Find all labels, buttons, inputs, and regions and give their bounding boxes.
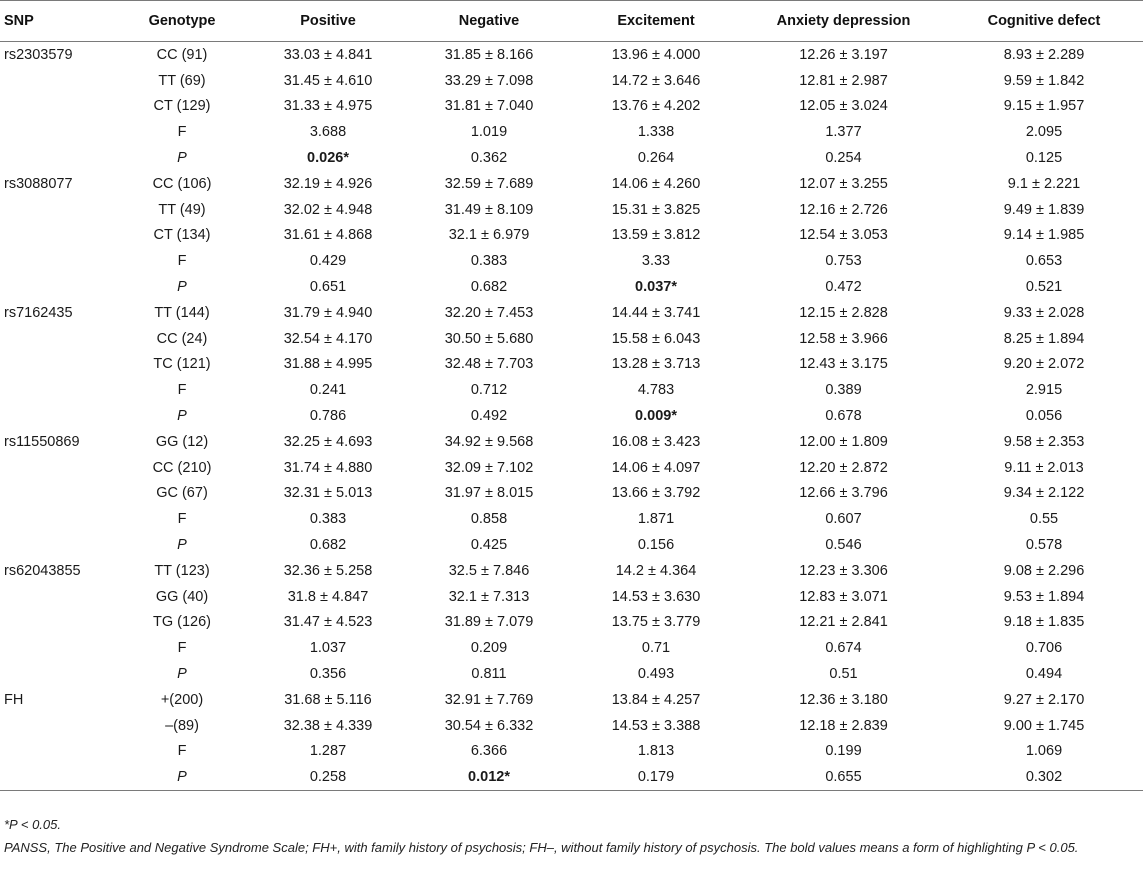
value-cell: 0.026* <box>307 150 349 167</box>
significance-note: *P < 0.05. <box>4 817 61 832</box>
value-cell: 0.241 <box>309 382 347 399</box>
table-row <box>0 429 1143 455</box>
table-row <box>0 42 1143 68</box>
value-cell: 13.59 ± 3.812 <box>611 227 701 244</box>
snp-cell <box>0 532 116 558</box>
genotype-cell: TT (69) <box>158 72 206 89</box>
value-cell: 32.25 ± 4.693 <box>283 433 373 450</box>
value-cell: 0.425 <box>470 537 508 554</box>
value-cell: 15.31 ± 3.825 <box>611 201 701 218</box>
value-cell: 13.96 ± 4.000 <box>611 46 701 63</box>
snp-cell <box>0 506 116 532</box>
value-cell: 32.31 ± 5.013 <box>283 485 373 502</box>
value-cell: 32.91 ± 7.769 <box>444 691 534 708</box>
genotype-cell: TG (126) <box>152 614 211 631</box>
value-cell: 0.521 <box>1025 279 1063 296</box>
value-cell: 8.25 ± 1.894 <box>1003 330 1085 347</box>
value-cell: 32.02 ± 4.948 <box>283 201 373 218</box>
value-cell: 1.377 <box>825 124 862 141</box>
value-cell: 0.71 <box>641 640 671 657</box>
value-cell: 0.254 <box>825 150 862 167</box>
value-cell: 12.26 ± 3.197 <box>799 46 888 63</box>
value-cell: 32.48 ± 7.703 <box>444 356 534 373</box>
snp-cell <box>0 94 116 120</box>
value-cell: 31.85 ± 8.166 <box>444 46 534 63</box>
table-row <box>0 764 1143 790</box>
table-row <box>0 713 1143 739</box>
value-cell: 31.8 ± 4.847 <box>287 588 369 605</box>
value-cell: 0.607 <box>825 511 862 528</box>
value-cell: 32.5 ± 7.846 <box>448 562 530 579</box>
value-cell: 16.08 ± 3.423 <box>611 433 701 450</box>
table-row <box>0 300 1143 326</box>
genotype-cell: F <box>177 511 187 528</box>
value-cell: 14.2 ± 4.364 <box>615 562 697 579</box>
snp-cell <box>0 68 116 94</box>
value-cell: 12.36 ± 3.180 <box>799 691 888 708</box>
value-cell: 31.33 ± 4.975 <box>283 98 373 115</box>
value-cell: 12.20 ± 2.872 <box>799 459 888 476</box>
value-cell: 0.009* <box>635 408 677 425</box>
header-row <box>0 1 1143 42</box>
value-cell: 0.472 <box>825 279 862 296</box>
genotype-cell: TT (49) <box>158 201 206 218</box>
table-row <box>0 481 1143 507</box>
header-cell: Cognitive defect <box>945 1 1143 42</box>
genotype-cell: GG (40) <box>155 588 209 605</box>
value-cell: 9.15 ± 1.957 <box>1003 98 1085 115</box>
value-cell: 0.712 <box>470 382 508 399</box>
value-cell: 0.55 <box>1029 511 1059 528</box>
value-cell: 0.51 <box>829 666 858 683</box>
value-cell: 9.49 ± 1.839 <box>1003 201 1085 218</box>
snp-cell: rs7162435 <box>4 304 73 321</box>
genotype-cell: F <box>177 253 187 270</box>
value-cell: 0.179 <box>570 764 742 790</box>
value-cell: 33.03 ± 4.841 <box>283 46 373 63</box>
value-cell: 0.156 <box>637 537 675 554</box>
snp-cell <box>0 119 116 145</box>
value-cell: 12.07 ± 3.255 <box>799 175 888 192</box>
table-row <box>0 145 1143 171</box>
snp-cell <box>0 455 116 481</box>
value-cell: 14.53 ± 3.388 <box>611 717 701 734</box>
value-cell: 0.753 <box>825 253 862 270</box>
genotype-cell: F <box>177 743 187 760</box>
value-cell: 0.682 <box>470 279 508 296</box>
value-cell: 9.53 ± 1.894 <box>1003 588 1085 605</box>
table-row <box>0 661 1143 687</box>
value-cell: 1.871 <box>637 511 675 528</box>
genotype-cell: F <box>177 124 187 141</box>
value-cell: 12.81 ± 2.987 <box>799 72 888 89</box>
value-cell: 13.28 ± 3.713 <box>611 356 701 373</box>
snp-cell <box>0 274 116 300</box>
table-row <box>0 532 1143 558</box>
value-cell: 9.08 ± 2.296 <box>1003 562 1085 579</box>
genotype-cell: TT (144) <box>154 304 210 321</box>
value-cell: 0.546 <box>825 537 862 554</box>
value-cell: 0.125 <box>1025 150 1063 167</box>
header-cell: Positive <box>248 1 408 42</box>
genotype-cell: +(200) <box>160 691 204 708</box>
value-cell: 0.655 <box>742 764 945 790</box>
abbreviation-note: PANSS, The Positive and Negative Syndrome Scale; FH+, with family history of psychosis; FH–, without family history of psychosis. The bold values means a form of highlighting P < 0.05. <box>4 840 1079 855</box>
value-cell: 12.15 ± 2.828 <box>799 304 888 321</box>
value-cell: 32.54 ± 4.170 <box>283 330 373 347</box>
value-cell: 1.813 <box>637 743 675 760</box>
value-cell: 0.383 <box>470 253 508 270</box>
value-cell: 31.68 ± 5.116 <box>284 691 372 708</box>
value-cell: 3.33 <box>641 253 671 270</box>
snp-cell <box>0 713 116 739</box>
table-row <box>0 558 1143 584</box>
value-cell: 14.44 ± 3.741 <box>611 304 701 321</box>
value-cell: 0.258 <box>248 764 408 790</box>
value-cell: 30.50 ± 5.680 <box>444 330 534 347</box>
value-cell: 14.06 ± 4.260 <box>611 175 701 192</box>
value-cell: 13.76 ± 4.202 <box>611 98 701 115</box>
value-cell: 32.20 ± 7.453 <box>444 304 534 321</box>
snp-cell <box>0 739 116 765</box>
value-cell: 14.53 ± 3.630 <box>611 588 701 605</box>
value-cell: 12.00 ± 1.809 <box>799 433 888 450</box>
value-cell: 12.54 ± 3.053 <box>799 227 888 244</box>
genotype-cell: TC (121) <box>153 356 211 373</box>
value-cell: 34.92 ± 9.568 <box>444 433 534 450</box>
genotype-cell: CT (134) <box>153 227 211 244</box>
genotype-cell: F <box>177 640 187 657</box>
genotype-cell: TT (123) <box>154 562 210 579</box>
snp-cell: FH <box>4 691 24 708</box>
value-cell: 1.069 <box>1025 743 1063 760</box>
value-cell: 31.74 ± 4.880 <box>283 459 373 476</box>
table-row <box>0 197 1143 223</box>
value-cell: 1.287 <box>309 743 347 760</box>
value-cell: 4.783 <box>637 382 675 399</box>
table-row <box>0 403 1143 429</box>
snp-cell <box>0 197 116 223</box>
value-cell: 9.27 ± 2.170 <box>1003 691 1085 708</box>
genotype-cell: –(89) <box>165 717 199 734</box>
table-row <box>0 274 1143 300</box>
value-cell: 0.653 <box>1025 253 1063 270</box>
value-cell: 32.19 ± 4.926 <box>283 175 373 192</box>
value-cell: 12.05 ± 3.024 <box>799 98 888 115</box>
value-cell: 12.23 ± 3.306 <box>799 562 888 579</box>
snp-cell: rs3088077 <box>4 175 73 192</box>
genotype-cell: CC (106) <box>152 175 212 192</box>
value-cell: 1.019 <box>470 124 508 141</box>
value-cell: 9.59 ± 1.842 <box>1003 72 1085 89</box>
genotype-cell: CT (129) <box>153 98 211 115</box>
table-row <box>0 455 1143 481</box>
value-cell: 31.88 ± 4.995 <box>283 356 373 373</box>
table-row <box>0 610 1143 636</box>
value-cell: 0.494 <box>1025 666 1063 683</box>
value-cell: 0.199 <box>825 743 862 760</box>
value-cell: 13.75 ± 3.779 <box>611 614 701 631</box>
snp-cell <box>0 248 116 274</box>
value-cell: 6.366 <box>470 743 508 760</box>
value-cell: 0.786 <box>309 408 347 425</box>
value-cell: 12.16 ± 2.726 <box>799 201 888 218</box>
value-cell: 9.18 ± 1.835 <box>1003 614 1085 631</box>
value-cell: 32.38 ± 4.339 <box>283 717 373 734</box>
value-cell: 14.06 ± 4.097 <box>611 459 701 476</box>
value-cell: 14.72 ± 3.646 <box>611 72 701 89</box>
value-cell: 12.58 ± 3.966 <box>799 330 888 347</box>
snp-cell <box>0 635 116 661</box>
value-cell: 0.012* <box>408 764 570 790</box>
value-cell: 8.93 ± 2.289 <box>1003 46 1085 63</box>
value-cell: 13.66 ± 3.792 <box>611 485 701 502</box>
value-cell: 9.1 ± 2.221 <box>1007 175 1081 192</box>
value-cell: 12.21 ± 2.841 <box>799 614 888 631</box>
value-cell: 12.83 ± 3.071 <box>799 588 888 605</box>
value-cell: 31.61 ± 4.868 <box>283 227 373 244</box>
genotype-cell: P <box>177 408 187 425</box>
value-cell: 9.20 ± 2.072 <box>1003 356 1085 373</box>
value-cell: 0.674 <box>825 640 862 657</box>
snp-cell <box>0 145 116 171</box>
table-row <box>0 687 1143 713</box>
snp-cell <box>0 377 116 403</box>
value-cell: 0.056 <box>1025 408 1063 425</box>
value-cell: 0.706 <box>1025 640 1063 657</box>
value-cell: 1.338 <box>637 124 675 141</box>
snp-cell <box>0 403 116 429</box>
snp-cell <box>0 352 116 378</box>
table-row <box>0 739 1143 765</box>
value-cell: 0.678 <box>825 408 862 425</box>
value-cell: 30.54 ± 6.332 <box>444 717 534 734</box>
value-cell: 3.688 <box>309 124 347 141</box>
genotype-cell: GC (67) <box>156 485 208 502</box>
table-row <box>0 119 1143 145</box>
value-cell: 31.45 ± 4.610 <box>283 72 373 89</box>
table-row <box>0 584 1143 610</box>
table-row <box>0 248 1143 274</box>
value-cell: 2.095 <box>1025 124 1063 141</box>
value-cell: 12.18 ± 2.839 <box>799 717 888 734</box>
header-cell: Anxiety depression <box>742 1 945 42</box>
value-cell: 0.356 <box>309 666 347 683</box>
value-cell: 0.037* <box>635 279 677 296</box>
value-cell: 12.43 ± 3.175 <box>799 356 888 373</box>
value-cell: 2.915 <box>1025 382 1063 399</box>
value-cell: 0.429 <box>309 253 347 270</box>
value-cell: 0.389 <box>825 382 862 399</box>
snp-cell <box>0 661 116 687</box>
table-row <box>0 377 1143 403</box>
value-cell: 0.264 <box>637 150 675 167</box>
snp-cell: rs62043855 <box>4 562 81 579</box>
genotype-cell: P <box>177 279 187 296</box>
value-cell: 9.33 ± 2.028 <box>1003 304 1085 321</box>
value-cell: 0.651 <box>309 279 347 296</box>
value-cell: 32.1 ± 6.979 <box>448 227 530 244</box>
genotype-cell: F <box>177 382 187 399</box>
table-row <box>0 171 1143 197</box>
value-cell: 12.66 ± 3.796 <box>799 485 888 502</box>
value-cell: 32.1 ± 7.313 <box>448 588 530 605</box>
snp-cell <box>0 764 116 790</box>
table-row <box>0 223 1143 249</box>
genotype-cell: CC (210) <box>152 459 212 476</box>
snp-cell <box>0 481 116 507</box>
table-row <box>0 635 1143 661</box>
value-cell: 0.493 <box>637 666 675 683</box>
snp-cell: rs2303579 <box>4 46 73 63</box>
value-cell: 32.59 ± 7.689 <box>444 175 534 192</box>
value-cell: 1.037 <box>309 640 347 657</box>
value-cell: 13.84 ± 4.257 <box>611 691 701 708</box>
value-cell: 9.14 ± 1.985 <box>1003 227 1085 244</box>
value-cell: 31.97 ± 8.015 <box>444 485 534 502</box>
snp-cell <box>0 610 116 636</box>
value-cell: 31.47 ± 4.523 <box>283 614 373 631</box>
table-row <box>0 94 1143 120</box>
table-row <box>0 326 1143 352</box>
table-body <box>0 42 1143 791</box>
value-cell: 0.383 <box>309 511 347 528</box>
genotype-cell: GG (12) <box>155 433 209 450</box>
snp-cell <box>0 584 116 610</box>
snp-cell <box>0 223 116 249</box>
value-cell: 0.858 <box>470 511 508 528</box>
value-cell: 33.29 ± 7.098 <box>444 72 534 89</box>
value-cell: 31.89 ± 7.079 <box>444 614 534 631</box>
value-cell: 32.09 ± 7.102 <box>444 459 534 476</box>
snp-cell: rs11550869 <box>4 433 80 450</box>
value-cell: 0.362 <box>470 150 508 167</box>
genotype-cell: P <box>116 764 248 790</box>
value-cell: 0.578 <box>1025 537 1063 554</box>
value-cell: 0.209 <box>470 640 508 657</box>
value-cell: 32.36 ± 5.258 <box>283 562 373 579</box>
snp-cell <box>0 326 116 352</box>
value-cell: 9.11 ± 2.013 <box>1004 459 1084 476</box>
table-row <box>0 68 1143 94</box>
table-row <box>0 506 1143 532</box>
value-cell: 9.00 ± 1.745 <box>1003 717 1085 734</box>
genotype-cell: CC (24) <box>156 330 208 347</box>
value-cell: 0.811 <box>471 666 507 683</box>
value-cell: 31.81 ± 7.040 <box>444 98 534 115</box>
header-cell: Genotype <box>116 1 248 42</box>
table-footnotes <box>4 816 1139 857</box>
header-cell: SNP <box>0 1 116 42</box>
value-cell: 9.58 ± 2.353 <box>1003 433 1085 450</box>
value-cell: 15.58 ± 6.043 <box>611 330 701 347</box>
value-cell: 0.492 <box>470 408 508 425</box>
header-cell: Excitement <box>570 1 742 42</box>
value-cell: 31.49 ± 8.109 <box>444 201 534 218</box>
value-cell: 0.302 <box>945 764 1143 790</box>
genotype-cell: CC (91) <box>156 46 208 63</box>
header-cell: Negative <box>408 1 570 42</box>
table-row <box>0 352 1143 378</box>
genotype-cell: P <box>177 537 187 554</box>
genotype-cell: P <box>177 150 187 167</box>
value-cell: 9.34 ± 2.122 <box>1003 485 1085 502</box>
value-cell: 31.79 ± 4.940 <box>283 304 373 321</box>
value-cell: 0.682 <box>309 537 347 554</box>
genotype-cell: P <box>177 666 187 683</box>
